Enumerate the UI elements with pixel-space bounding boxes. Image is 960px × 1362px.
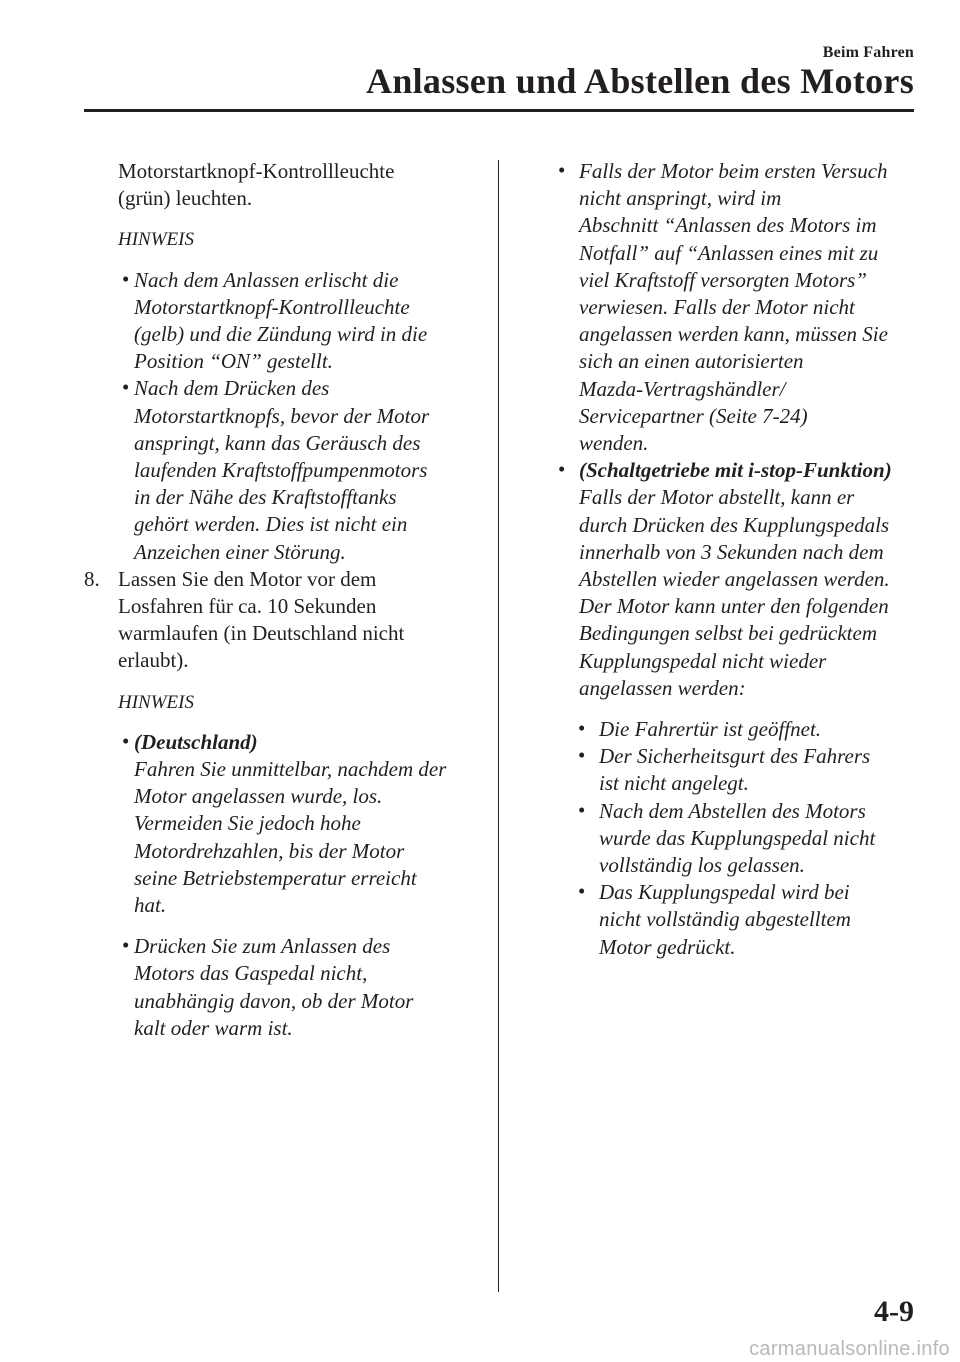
page-number: 4-9 — [874, 1295, 914, 1328]
bullet-icon: • — [122, 728, 130, 753]
text-line: Nach dem Anlassen erlischt die — [134, 267, 399, 292]
left-column — [84, 158, 480, 1042]
text-line: verwiesen. Falls der Motor nicht — [579, 295, 855, 320]
bullet-icon: • — [578, 716, 586, 741]
text-line: Die Fahrertür ist geöffnet. — [599, 717, 822, 742]
text-line: Das Kupplungspedal wird bei — [599, 880, 850, 905]
text-line: anspringt, kann das Geräusch des — [134, 430, 421, 455]
note-bullet — [84, 933, 480, 1042]
text-line: angelassen werden: — [579, 675, 746, 700]
text-line: durch Drücken des Kupplungspedals — [579, 512, 890, 537]
text-line: Bedingungen selbst bei gedrücktem — [579, 621, 877, 646]
note-bullet — [556, 158, 920, 457]
sub-bullet — [556, 798, 920, 880]
hinweis-heading: HINWEIS — [118, 691, 194, 713]
text-line: innerhalb von 3 Sekunden nach dem — [579, 539, 884, 564]
text-line: angelassen werden kann, müssen Sie — [579, 322, 888, 347]
intro-text — [84, 158, 480, 212]
text-line: Motor angelassen wurde, los. — [134, 784, 383, 809]
text-line: wurde das Kupplungspedal nicht — [599, 825, 876, 850]
text-line: (grün) leuchten. — [118, 186, 253, 211]
bullet-icon: • — [122, 933, 130, 958]
text-line: Motorstartknopf-Kontrollleuchte — [118, 159, 395, 183]
hinweis-heading: HINWEIS — [118, 229, 194, 251]
bullet-icon: • — [122, 266, 130, 291]
sub-bullet — [556, 716, 920, 743]
text-line: Servicepartner (Seite 7-24) — [579, 403, 808, 428]
text-line: Position “ON” gestellt. — [134, 349, 333, 374]
text-line: Der Motor kann unter den folgenden — [579, 594, 889, 619]
text-line: Lassen Sie den Motor vor dem — [118, 566, 377, 591]
text-line: seine Betriebstemperatur erreicht — [134, 865, 417, 890]
text-line: Losfahren für ca. 10 Sekunden — [118, 594, 377, 619]
text-line: Anzeichen einer Störung. — [134, 539, 346, 564]
bullet-icon: • — [558, 457, 566, 482]
text-line: Falls der Motor beim ersten Versuch — [579, 159, 888, 183]
bullet-icon: • — [578, 879, 586, 904]
text-line: Nach dem Drücken des — [134, 376, 330, 401]
text-line: Nach dem Abstellen des Motors — [599, 798, 866, 823]
text-line: Vermeiden Sie jedoch hohe — [134, 811, 361, 836]
text-line: kalt oder warm ist. — [134, 1015, 293, 1040]
text-line: gehört werden. Dies ist nicht ein — [134, 512, 408, 537]
text-line: unabhängig davon, ob der Motor — [134, 988, 414, 1013]
text-line: in der Nähe des Kraftstofftanks — [134, 485, 397, 510]
text-line: Kupplungspedal nicht wieder — [579, 648, 827, 673]
text-line: Abschnitt “Anlassen des Motors im — [579, 213, 877, 238]
text-line: Motorstartknopfs, bevor der Motor — [134, 403, 430, 428]
note-bullet — [84, 729, 480, 919]
text-line: Abstellen wieder angelassen werden. — [579, 567, 890, 592]
page-title: Anlassen und Abstellen des Motors — [366, 61, 914, 101]
bullet-icon: • — [578, 797, 586, 822]
text-line: Notfall” auf “Anlassen eines mit zu — [579, 240, 879, 265]
text-line: vollständig los gelassen. — [599, 853, 805, 878]
section-label: Beim Fahren — [822, 44, 914, 61]
text-line: Motors das Gaspedal nicht, — [134, 961, 368, 986]
text-line: hat. — [134, 893, 167, 918]
text-line: Fahren Sie unmittelbar, nachdem der — [134, 757, 447, 782]
column-divider — [498, 160, 499, 1292]
text-line: Falls der Motor abstellt, kann er — [579, 485, 855, 510]
text-line: Drücken Sie zum Anlassen des — [134, 934, 391, 959]
note-bullet — [84, 267, 480, 376]
bullet-heading: (Schaltgetriebe mit i-stop-Funktion) — [579, 458, 892, 483]
text-line: ist nicht angelegt. — [599, 771, 749, 796]
text-line: laufenden Kraftstoffpumpenmotors — [134, 458, 428, 483]
header-rule — [84, 109, 914, 112]
sub-bullet — [556, 743, 920, 797]
note-bullet — [84, 375, 480, 565]
step-number: 8. — [84, 566, 100, 591]
text-line: Motor gedrückt. — [599, 934, 736, 959]
text-line: erlaubt). — [118, 648, 189, 673]
bullet-icon: • — [578, 743, 586, 768]
text-line: Mazda-Vertragshändler/ — [579, 376, 786, 401]
numbered-step-8 — [84, 566, 480, 675]
right-column — [556, 158, 920, 961]
bullet-icon: • — [122, 375, 130, 400]
text-line: Der Sicherheitsgurt des Fahrers — [599, 744, 871, 769]
bullet-heading: (Deutschland) — [134, 729, 258, 754]
watermark: carmanualsonline.info — [749, 1338, 950, 1360]
text-line: (gelb) und die Zündung wird in die — [134, 322, 428, 347]
text-line: viel Kraftstoff versorgten Motors” — [579, 267, 867, 292]
text-line: sich an einen autorisierten — [579, 349, 804, 374]
text-line: nicht anspringt, wird im — [579, 186, 782, 211]
note-bullet — [556, 457, 920, 702]
text-line: nicht vollständig abgestelltem — [599, 907, 851, 932]
text-line: Motorstartknopf-Kontrollleuchte — [134, 294, 410, 319]
text-line: Motordrehzahlen, bis der Motor — [134, 838, 405, 863]
bullet-icon: • — [558, 158, 566, 182]
text-line: wenden. — [579, 431, 649, 456]
text-line: warmlaufen (in Deutschland nicht — [118, 621, 405, 646]
sub-bullet — [556, 879, 920, 961]
